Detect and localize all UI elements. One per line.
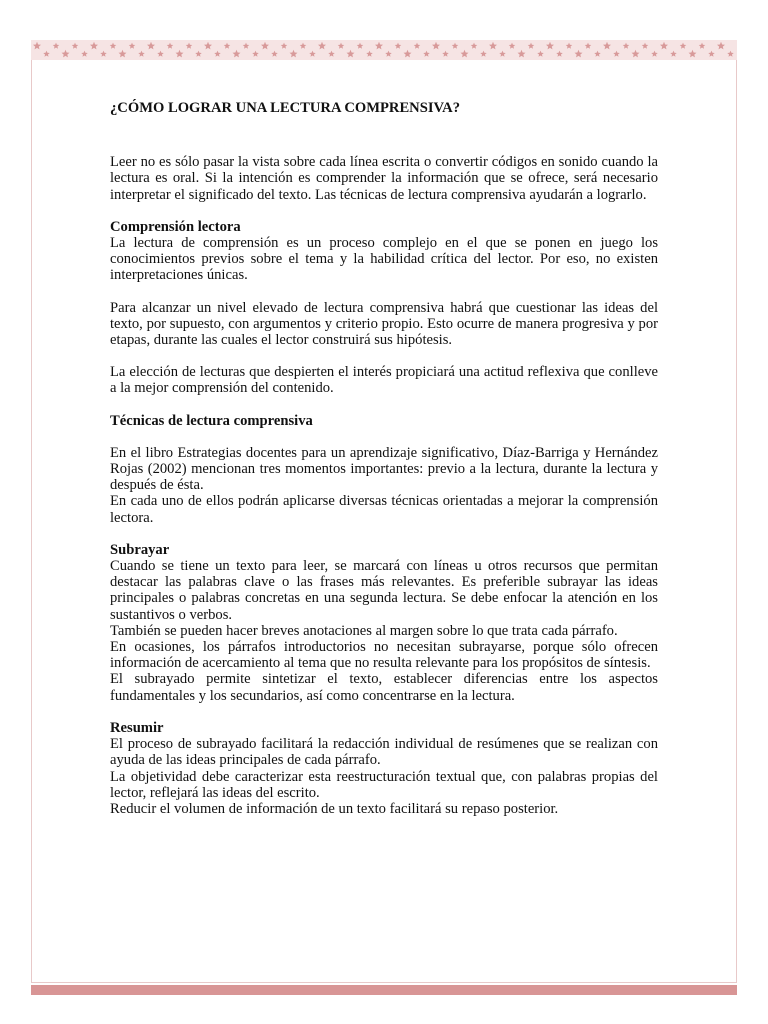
star-icon [395, 43, 401, 49]
paragraph: Cuando se tiene un texto para leer, se marcará con líneas u otros recursos que permitan destacar las palabras clave o las frases más relevantes. Es preferible subrayar las ideas principales o palabras concretas en una segunda lectura. Se debe enfocar la atención en los sustantivos o verbos. [110, 558, 658, 623]
star-icon [651, 51, 657, 57]
paragraph: El proceso de subrayado facilitará la redacción individual de resúmenes que se realizan con ayuda de las ideas principales de cada párrafo. [110, 736, 658, 769]
star-icon [43, 51, 49, 57]
star-icon [537, 51, 543, 57]
star-icon [642, 43, 648, 49]
star-border-top [31, 40, 737, 60]
star-icon [575, 50, 583, 58]
star-icon [271, 51, 277, 57]
star-icon [461, 50, 469, 58]
star-icon [385, 51, 391, 57]
star-icon [471, 43, 477, 49]
star-icon [509, 43, 515, 49]
star-icon [300, 43, 306, 49]
star-icon [708, 51, 714, 57]
star-icon [689, 50, 697, 58]
star-icon [100, 51, 106, 57]
star-icon [480, 51, 486, 57]
star-icon [404, 50, 412, 58]
star-icon [366, 51, 372, 57]
star-icon [252, 51, 258, 57]
intro-paragraph: Leer no es sólo pasar la vista sobre cada línea escrita o convertir códigos en sonido cuando la lectura es oral. Si la intención es comprender la información que se ofrece, será necesario interpretar el significado del texto. Las técnicas de lectura comprensiva ayudarán a lograrlo. [110, 154, 658, 203]
star-icon [556, 51, 562, 57]
star-icon [347, 50, 355, 58]
star-icon [489, 42, 497, 50]
star-icon [603, 42, 611, 50]
star-icon [594, 51, 600, 57]
paragraph: La objetividad debe caracterizar esta reestructuración textual que, con palabras propias del lector, reflejará las ideas del escrito. [110, 768, 658, 801]
paragraph: Para alcanzar un nivel elevado de lectura comprensiva habrá que cuestionar las ideas del texto, por supuesto, con argumentos y criterio propio. Esto ocurre de manera progresiva y por etapas, durante las cuales el lector construirá sus hipótesis. [110, 299, 658, 349]
star-icon [186, 43, 192, 49]
star-icon [566, 43, 572, 49]
star-icon [214, 51, 220, 57]
paragraph: En ocasiones, los párrafos introductorios no necesitan subrayarse, porque sólo ofrecen información de acercamiento al tema que no resulta relevante para los propósitos de síntesis. [110, 639, 658, 672]
star-icon [357, 43, 363, 49]
star-icon [62, 50, 70, 58]
star-icon [328, 51, 334, 57]
star-icon [546, 42, 554, 50]
star-icon [138, 51, 144, 57]
star-icon [167, 43, 173, 49]
paragraph: El subrayado permite sintetizar el texto, establecer diferencias entre los aspectos fundamentales y los secundarios, así como concentrarse en la lectura. [110, 671, 658, 704]
star-pattern [31, 40, 737, 60]
star-icon [261, 42, 269, 50]
paragraph: En el libro Estrategias docentes para un aprendizaje significativo, Díaz-Barriga y Hernández Rojas (2002) mencionan tres momentos importantes: previo a la lectura, durante la lectura y después de ésta. [110, 444, 658, 494]
star-icon [680, 43, 686, 49]
star-icon [90, 42, 98, 50]
star-icon [53, 43, 59, 49]
paragraph: En cada uno de ellos podrán aplicarse diversas técnicas orientadas a mejorar la comprensión lectora. [110, 493, 658, 526]
document-body [110, 100, 658, 817]
star-icon [281, 43, 287, 49]
star-icon [110, 43, 116, 49]
star-icon [632, 50, 640, 58]
document-title: ¿CÓMO LOGRAR UNA LECTURA COMPRENSIVA? [110, 100, 461, 116]
star-icon [414, 43, 420, 49]
star-icon [33, 42, 41, 50]
star-icon [613, 51, 619, 57]
star-icon [318, 42, 326, 50]
star-icon [423, 51, 429, 57]
star-icon [670, 51, 676, 57]
star-icon [233, 50, 241, 58]
star-icon [585, 43, 591, 49]
star-icon [72, 43, 78, 49]
section-heading-resumir: Resumir [110, 719, 164, 736]
star-icon [129, 43, 135, 49]
paragraph: La lectura de comprensión es un proceso complejo en el que se ponen en juego los conocimientos previos sobre el tema y la habilidad crítica del lector. Por eso, no existen interpretaciones únicas. [110, 235, 658, 284]
star-icon [528, 43, 534, 49]
star-icon [375, 42, 383, 50]
star-icon [727, 51, 733, 57]
star-icon [309, 51, 315, 57]
star-icon [338, 43, 344, 49]
star-icon [157, 51, 163, 57]
star-icon [432, 42, 440, 50]
star-icon [204, 42, 212, 50]
border-bottom-bar [31, 985, 737, 995]
star-icon [623, 43, 629, 49]
star-icon [717, 42, 725, 50]
star-icon [195, 51, 201, 57]
star-icon [660, 42, 668, 50]
section-heading-subrayar: Subrayar [110, 541, 170, 558]
star-icon [290, 50, 298, 58]
star-icon [147, 42, 155, 50]
star-icon [224, 43, 230, 49]
star-icon [518, 50, 526, 58]
star-icon [81, 51, 87, 57]
section-heading-tecnicas: Técnicas de lectura comprensiva [110, 412, 313, 429]
star-icon [119, 50, 127, 58]
paragraph: La elección de lecturas que despierten el interés propiciará una actitud reflexiva que conlleve a la mejor comprensión del contenido. [110, 364, 658, 397]
star-icon [176, 50, 184, 58]
star-icon [699, 43, 705, 49]
star-icon [243, 43, 249, 49]
star-icon [499, 51, 505, 57]
star-icon [452, 43, 458, 49]
section-heading-comprension: Comprensión lectora [110, 218, 241, 235]
paragraph: Reducir el volumen de información de un texto facilitará su repaso posterior. [110, 800, 559, 817]
paragraph: También se pueden hacer breves anotaciones al margen sobre lo que trata cada párrafo. [110, 622, 618, 639]
star-icon [442, 51, 448, 57]
